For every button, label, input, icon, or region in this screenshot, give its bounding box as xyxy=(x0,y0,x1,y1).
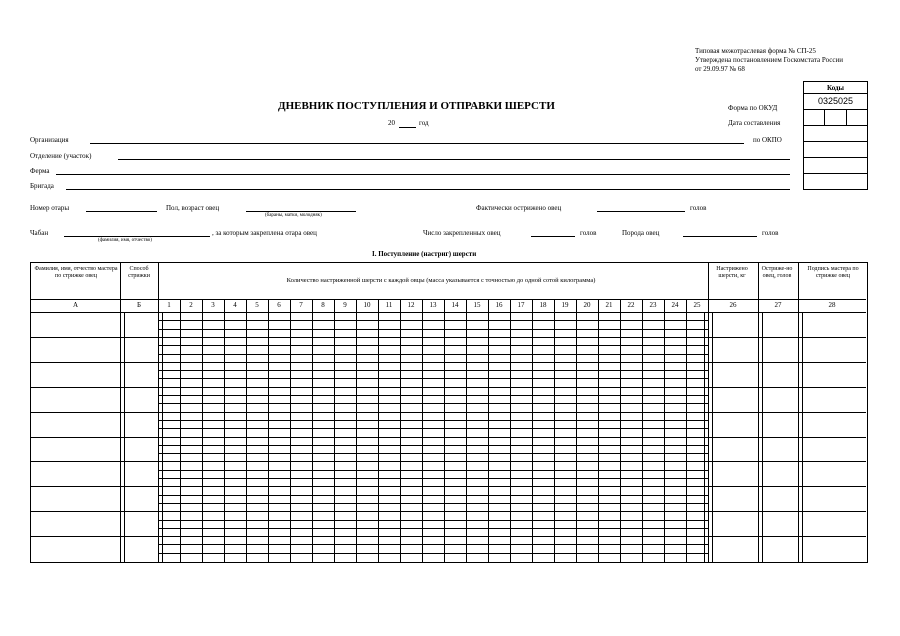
okud-label: Форма по ОКУД xyxy=(728,104,778,112)
number-column-divider xyxy=(202,299,203,562)
number-column-label: 19 xyxy=(561,301,569,309)
number-column-label: 4 xyxy=(233,301,237,309)
number-column-divider xyxy=(554,299,555,562)
number-column-divider xyxy=(268,299,269,562)
heads-label-1: голов xyxy=(690,204,707,212)
number-column-label: 10 xyxy=(363,301,371,309)
page-title: ДНЕВНИК ПОСТУПЛЕНИЯ И ОТПРАВКИ ШЕРСТИ xyxy=(278,100,555,112)
col-b-header: Способ стрижки xyxy=(128,266,150,279)
number-column-divider xyxy=(576,299,577,562)
okpo-cell[interactable] xyxy=(803,126,868,142)
organization-label: Организация xyxy=(30,136,69,144)
number-column-divider xyxy=(180,299,181,562)
assigned-count-input-line[interactable] xyxy=(531,236,575,237)
year-prefix: 20 xyxy=(388,119,395,127)
number-column-label: 15 xyxy=(473,301,481,309)
col-28-code: 28 xyxy=(828,301,836,309)
sex-age-label: Пол, возраст овец xyxy=(166,204,220,212)
number-column-label: 1 xyxy=(167,301,171,309)
number-column-label: 8 xyxy=(321,301,325,309)
breed-label: Порода овец xyxy=(622,229,660,237)
table-row-line xyxy=(31,362,866,363)
wool-intake-table xyxy=(30,262,868,563)
number-column-divider xyxy=(686,299,687,562)
table-row-line xyxy=(31,511,866,512)
department-input-line[interactable] xyxy=(118,159,790,160)
section-title: I. Поступление (настриг) шерсти xyxy=(372,250,477,258)
table-subrow-line xyxy=(158,354,708,355)
wool-quantity-header: Количество настриженной шерсти с каждой овцы (масса указывается с точностью до одной сотой килограмма) xyxy=(286,277,596,284)
number-column-divider xyxy=(488,299,489,562)
breed-input-line[interactable] xyxy=(683,236,757,237)
number-column-divider xyxy=(642,299,643,562)
number-column-label: 23 xyxy=(649,301,657,309)
department-label: Отделение (участок) xyxy=(30,152,92,160)
col-a-header: Фамилия, имя, отчество мастера по стрижке овец xyxy=(34,266,118,279)
code-cell-4[interactable] xyxy=(803,142,868,158)
flock-number-input-line[interactable] xyxy=(86,211,157,212)
heads-label-3: голов xyxy=(762,229,779,237)
header-bottom-line xyxy=(31,299,866,300)
table-subrow-line xyxy=(158,503,708,504)
brigade-input-line[interactable] xyxy=(66,189,790,190)
col-a-code: А xyxy=(72,301,79,309)
number-column-label: 3 xyxy=(211,301,215,309)
farm-label: Ферма xyxy=(30,167,50,175)
table-subrow-line xyxy=(158,478,708,479)
number-column-label: 24 xyxy=(671,301,679,309)
table-row-line xyxy=(31,412,866,413)
table-subrow-line xyxy=(158,320,708,321)
number-column-divider xyxy=(356,299,357,562)
number-column-label: 16 xyxy=(495,301,503,309)
table-subrow-line xyxy=(158,395,708,396)
number-column-label: 11 xyxy=(385,301,393,309)
number-column-divider xyxy=(664,299,665,562)
number-column-label: 9 xyxy=(343,301,347,309)
number-column-label: 22 xyxy=(627,301,635,309)
actually-sheared-label: Фактически острижено овец xyxy=(476,204,562,212)
number-column-divider xyxy=(444,299,445,562)
number-column-label: 2 xyxy=(189,301,193,309)
number-column-label: 17 xyxy=(517,301,525,309)
code-cell-5[interactable] xyxy=(803,158,868,174)
table-subrow-line xyxy=(158,370,708,371)
number-column-label: 21 xyxy=(605,301,613,309)
col-26-code: 26 xyxy=(729,301,737,309)
number-column-label: 7 xyxy=(299,301,303,309)
number-column-divider xyxy=(422,299,423,562)
heads-label-2: голов xyxy=(580,229,597,237)
number-column-divider xyxy=(378,299,379,562)
col-27-code: 27 xyxy=(774,301,782,309)
table-subrow-line xyxy=(158,520,708,521)
table-subrow-line xyxy=(158,453,708,454)
number-column-divider xyxy=(532,299,533,562)
col-28-header: Подпись мастера по стрижке овец xyxy=(807,266,859,279)
number-column-divider xyxy=(510,299,511,562)
table-subrow-line xyxy=(158,420,708,421)
form-approval-line: Утверждена постановлением Госкомстата России xyxy=(695,56,843,64)
table-subrow-line xyxy=(158,544,708,545)
code-row-bottom-line xyxy=(31,312,866,313)
table-row-line xyxy=(31,337,866,338)
table-row-line xyxy=(31,486,866,487)
number-column-label: 13 xyxy=(429,301,437,309)
table-row-line xyxy=(31,536,866,537)
sex-age-hint: (бараны, матки, молодняк) xyxy=(265,213,322,218)
code-cell-6[interactable] xyxy=(803,174,868,190)
table-subrow-line xyxy=(158,403,708,404)
codes-heading: Коды xyxy=(803,81,868,94)
form-date-line: от 29.09.97 № 68 xyxy=(695,65,745,73)
assigned-count-label: Число закрепленных овец xyxy=(423,229,501,237)
shepherd-label: Чабан xyxy=(30,229,49,237)
number-column-label: 5 xyxy=(255,301,259,309)
table-subrow-line xyxy=(158,329,708,330)
codes-block xyxy=(803,81,868,190)
number-column-divider xyxy=(334,299,335,562)
farm-input-line[interactable] xyxy=(56,174,790,175)
number-column-divider xyxy=(224,299,225,562)
number-column-divider xyxy=(290,299,291,562)
number-column-divider xyxy=(466,299,467,562)
number-column-divider xyxy=(620,299,621,562)
year-input-line[interactable] xyxy=(399,127,416,128)
col-26-header: Настрижено шерсти, кг xyxy=(716,266,748,279)
number-column-label: 20 xyxy=(583,301,591,309)
table-subrow-line xyxy=(158,495,708,496)
table-row-line xyxy=(31,461,866,462)
number-column-divider xyxy=(598,299,599,562)
actually-sheared-input-line[interactable] xyxy=(597,211,685,212)
okud-code: 0325025 xyxy=(803,94,868,110)
col-27-header: Остриже-но овец, голов xyxy=(761,266,793,279)
date-cells[interactable] xyxy=(803,110,868,126)
table-subrow-line xyxy=(158,470,708,471)
assigned-flock-label: , за которым закреплена отара овец xyxy=(212,229,317,237)
table-subrow-line xyxy=(158,553,708,554)
okpo-label: по ОКПО xyxy=(753,136,782,144)
table-subrow-line xyxy=(158,445,708,446)
number-column-divider xyxy=(246,299,247,562)
year-suffix: год xyxy=(419,119,429,127)
flock-number-label: Номер отары xyxy=(30,204,70,212)
shepherd-hint: (фамилия, имя, отчество) xyxy=(98,238,152,243)
table-subrow-line xyxy=(158,345,708,346)
table-row-line xyxy=(31,437,866,438)
table-subrow-line xyxy=(158,378,708,379)
table-row-line xyxy=(31,387,866,388)
table-subrow-line xyxy=(158,428,708,429)
organization-input-line[interactable] xyxy=(90,143,744,144)
date-label: Дата составления xyxy=(728,119,781,127)
number-column-label: 25 xyxy=(693,301,701,309)
table-subrow-line xyxy=(158,528,708,529)
sex-age-input-line[interactable] xyxy=(246,211,356,212)
number-column-label: 12 xyxy=(407,301,415,309)
form-number-line: Типовая межотраслевая форма № СП-25 xyxy=(695,47,816,55)
number-column-label: 18 xyxy=(539,301,547,309)
number-column-label: 6 xyxy=(277,301,281,309)
shepherd-input-line[interactable] xyxy=(64,236,210,237)
number-column-divider xyxy=(312,299,313,562)
number-column-label: 14 xyxy=(451,301,459,309)
number-column-divider xyxy=(400,299,401,562)
brigade-label: Бригада xyxy=(30,182,54,190)
col-b-code: Б xyxy=(136,301,142,309)
